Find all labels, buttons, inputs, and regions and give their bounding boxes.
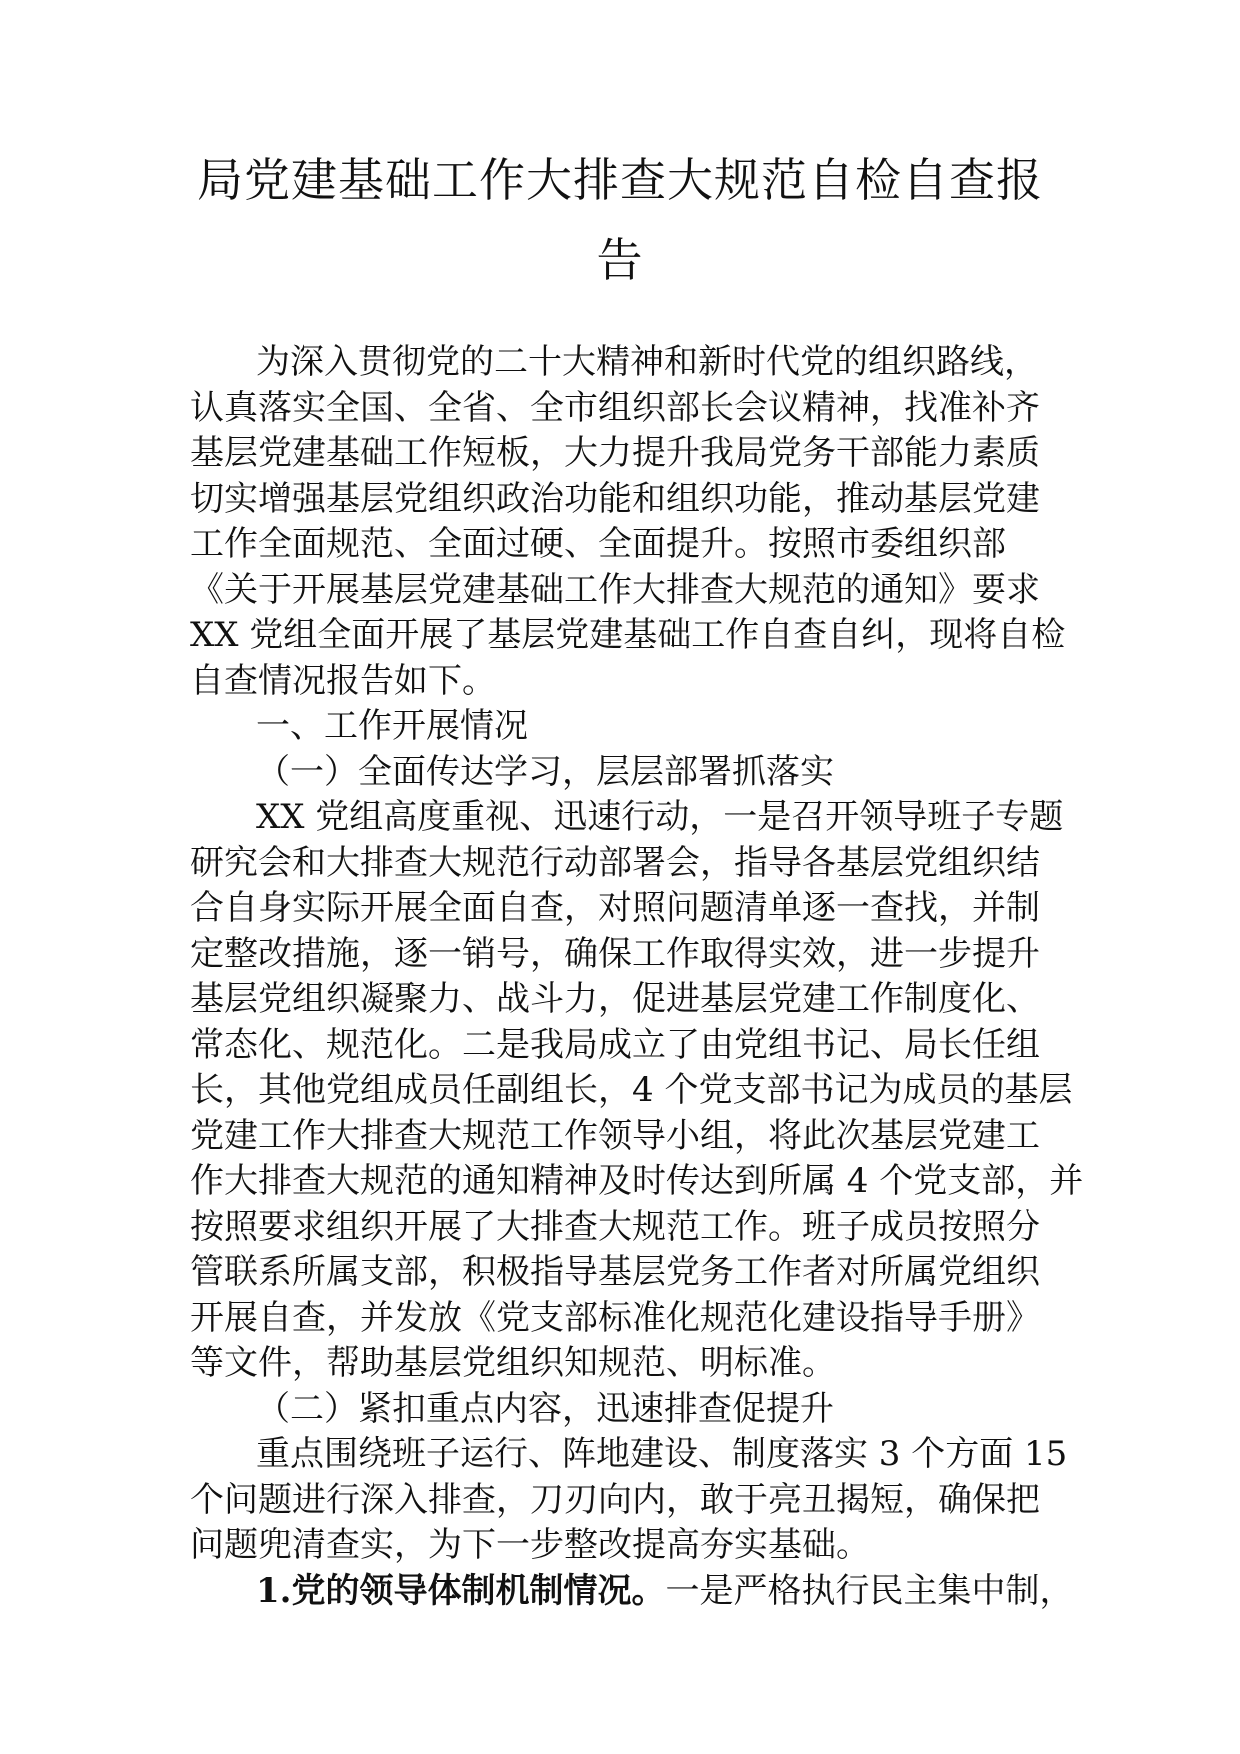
paragraph-line: 切实增强基层党组织政治功能和组织功能，推动基层党建 [190,478,1040,519]
paragraph-line: 等文件，帮助基层党组织知规范、明标准。 [190,1343,836,1383]
paragraph-line: 定整改措施，逐一销号，确保工作取得实效，进一步提升 [190,933,1040,974]
paragraph-line: 作大排查大规范的通知精神及时传达到所属 4 个党支部，并 [190,1161,1084,1201]
paragraph-line: 问题兜清查实，为下一步整改提高夯实基础。 [190,1525,870,1565]
paragraph-line: 为深入贯彻党的二十大精神和新时代党的组织路线， [256,342,1038,382]
title-line-2: 告 [596,233,644,287]
paragraph-text: 一是严格执行民主集中制， [665,1570,1074,1611]
paragraph-line: XX 党组高度重视、迅速行动，一是召开领导班子专题 [256,797,1064,837]
paragraph-line: 认真落实全国、全省、全市组织部长会议精神，找准补齐 [190,387,1040,428]
paragraph-line: 基层党组织凝聚力、战斗力，促进基层党建工作制度化、 [190,979,1040,1019]
title-line-1: 局党建基础工作大排查大规范自检自查报 [197,153,1043,207]
paragraph-line: 长，其他党组成员任副组长，4 个党支部书记为成员的基层 [190,1070,1073,1110]
paragraph-line: 《关于开展基层党建基础工作大排查大规范的通知》要求 [190,569,1040,610]
paragraph-line: 重点围绕班子运行、阵地建设、制度落实 3 个方面 15 [256,1434,1068,1474]
bold-lead-text: 1.党的领导体制机制情况。 [256,1570,666,1611]
section-heading: 一、工作开展情况 [256,706,528,746]
paragraph-line: 合自身实际开展全面自查，对照问题清单逐一查找，并制 [190,888,1040,928]
subsection-heading: （二）紧扣重点内容，迅速排查促提升 [256,1388,834,1429]
paragraph-line: 党建工作大排查大规范工作领导小组，将此次基层党建工 [190,1115,1040,1156]
document-body [190,340,1084,1614]
paragraph-line: 基层党建基础工作短板，大力提升我局党务干部能力素质 [190,433,1040,473]
paragraph-line: 开展自查，并发放《党支部标准化规范化建设指导手册》 [190,1297,1040,1338]
paragraph-line: 按照要求组织开展了大排查大规范工作。班子成员按照分 [190,1206,1040,1247]
subsection-heading: （一）全面传达学习，层层部署抓落实 [256,751,834,792]
document-title [170,140,1070,300]
paragraph-line: 常态化、规范化。二是我局成立了由党组书记、局长任组 [190,1024,1040,1065]
paragraph-line: 工作全面规范、全面过硬、全面提升。按照市委组织部 [190,524,1006,564]
paragraph-line: 自查情况报告如下。 [190,660,496,701]
paragraph-line: 研究会和大排查大规范行动部署会，指导各基层党组织结 [190,842,1040,883]
paragraph-line: 管联系所属支部，积极指导基层党务工作者对所属党组织 [190,1252,1040,1292]
paragraph-line-with-bold-lead [190,1569,1074,1615]
paragraph-line: 个问题进行深入排查，刀刃向内，敢于亮丑揭短，确保把 [190,1479,1040,1520]
paragraph-line: XX 党组全面开展了基层党建基础工作自查自纠，现将自检 [190,615,1066,655]
